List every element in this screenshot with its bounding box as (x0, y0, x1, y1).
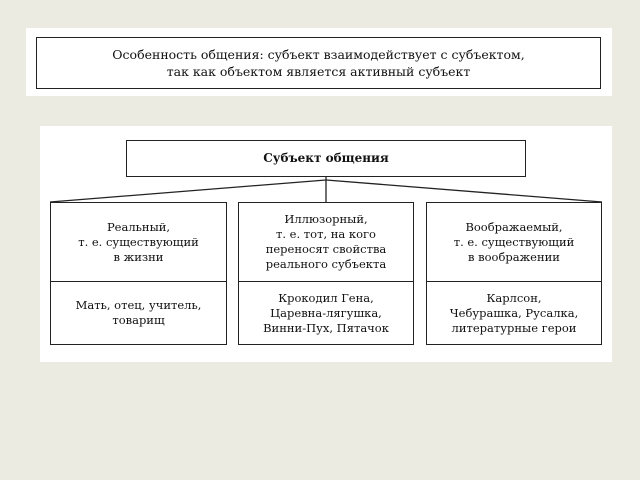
category-imaginary-example-line: Чебурашка, Русалка, (449, 305, 579, 320)
category-imaginary-title-line: т. е. существующий (453, 234, 575, 249)
subject-box (126, 140, 526, 177)
category-imaginary-examples (426, 281, 602, 345)
category-imaginary-title (426, 202, 602, 282)
category-illusory-example-line: Крокодил Гена, (278, 290, 374, 305)
diagram-panel (40, 126, 612, 362)
category-real-examples (50, 281, 227, 345)
category-imaginary (426, 202, 602, 345)
category-imaginary-example-line: Карлсон, (486, 290, 542, 305)
statement-line-2: так как объектом является активный субъект (166, 64, 471, 79)
category-illusory-example-line: Винни-Пух, Пятачок (263, 320, 389, 335)
connector-right (326, 180, 602, 202)
category-illusory-example-line: Царевна-лягушка, (270, 305, 382, 320)
statement-line-1: Особенность общения: субъект взаимодействует с субъектом, (112, 47, 525, 62)
category-real-title (50, 202, 227, 282)
category-real (50, 202, 227, 345)
category-real-example-line: Мать, отец, учитель, (75, 298, 202, 312)
subject-label: Субъект общения (263, 151, 389, 165)
category-real-title-line: в жизни (113, 249, 164, 264)
category-illusory-examples (238, 281, 414, 345)
category-real-example-line: товарищ (112, 313, 165, 327)
statement-box (36, 37, 601, 89)
category-imaginary-example-line: литературные герои (451, 320, 577, 335)
category-imaginary-title-line: Воображаемый, (465, 219, 563, 234)
category-illusory (238, 202, 414, 345)
connector-left (50, 180, 326, 202)
category-real-title-line: т. е. существующий (78, 234, 199, 249)
category-imaginary-title-line: в воображении (468, 249, 560, 264)
category-illusory-title-line: т. е. тот, на кого (276, 227, 376, 241)
category-real-title-line: Реальный, (106, 219, 171, 234)
statement-panel (26, 28, 612, 96)
category-illusory-title-line: Иллюзорный, (284, 212, 368, 226)
category-illusory-title-line: переносят свойства (265, 242, 387, 256)
category-illusory-title-line: реального субъекта (265, 257, 387, 271)
category-illusory-title (238, 202, 414, 282)
